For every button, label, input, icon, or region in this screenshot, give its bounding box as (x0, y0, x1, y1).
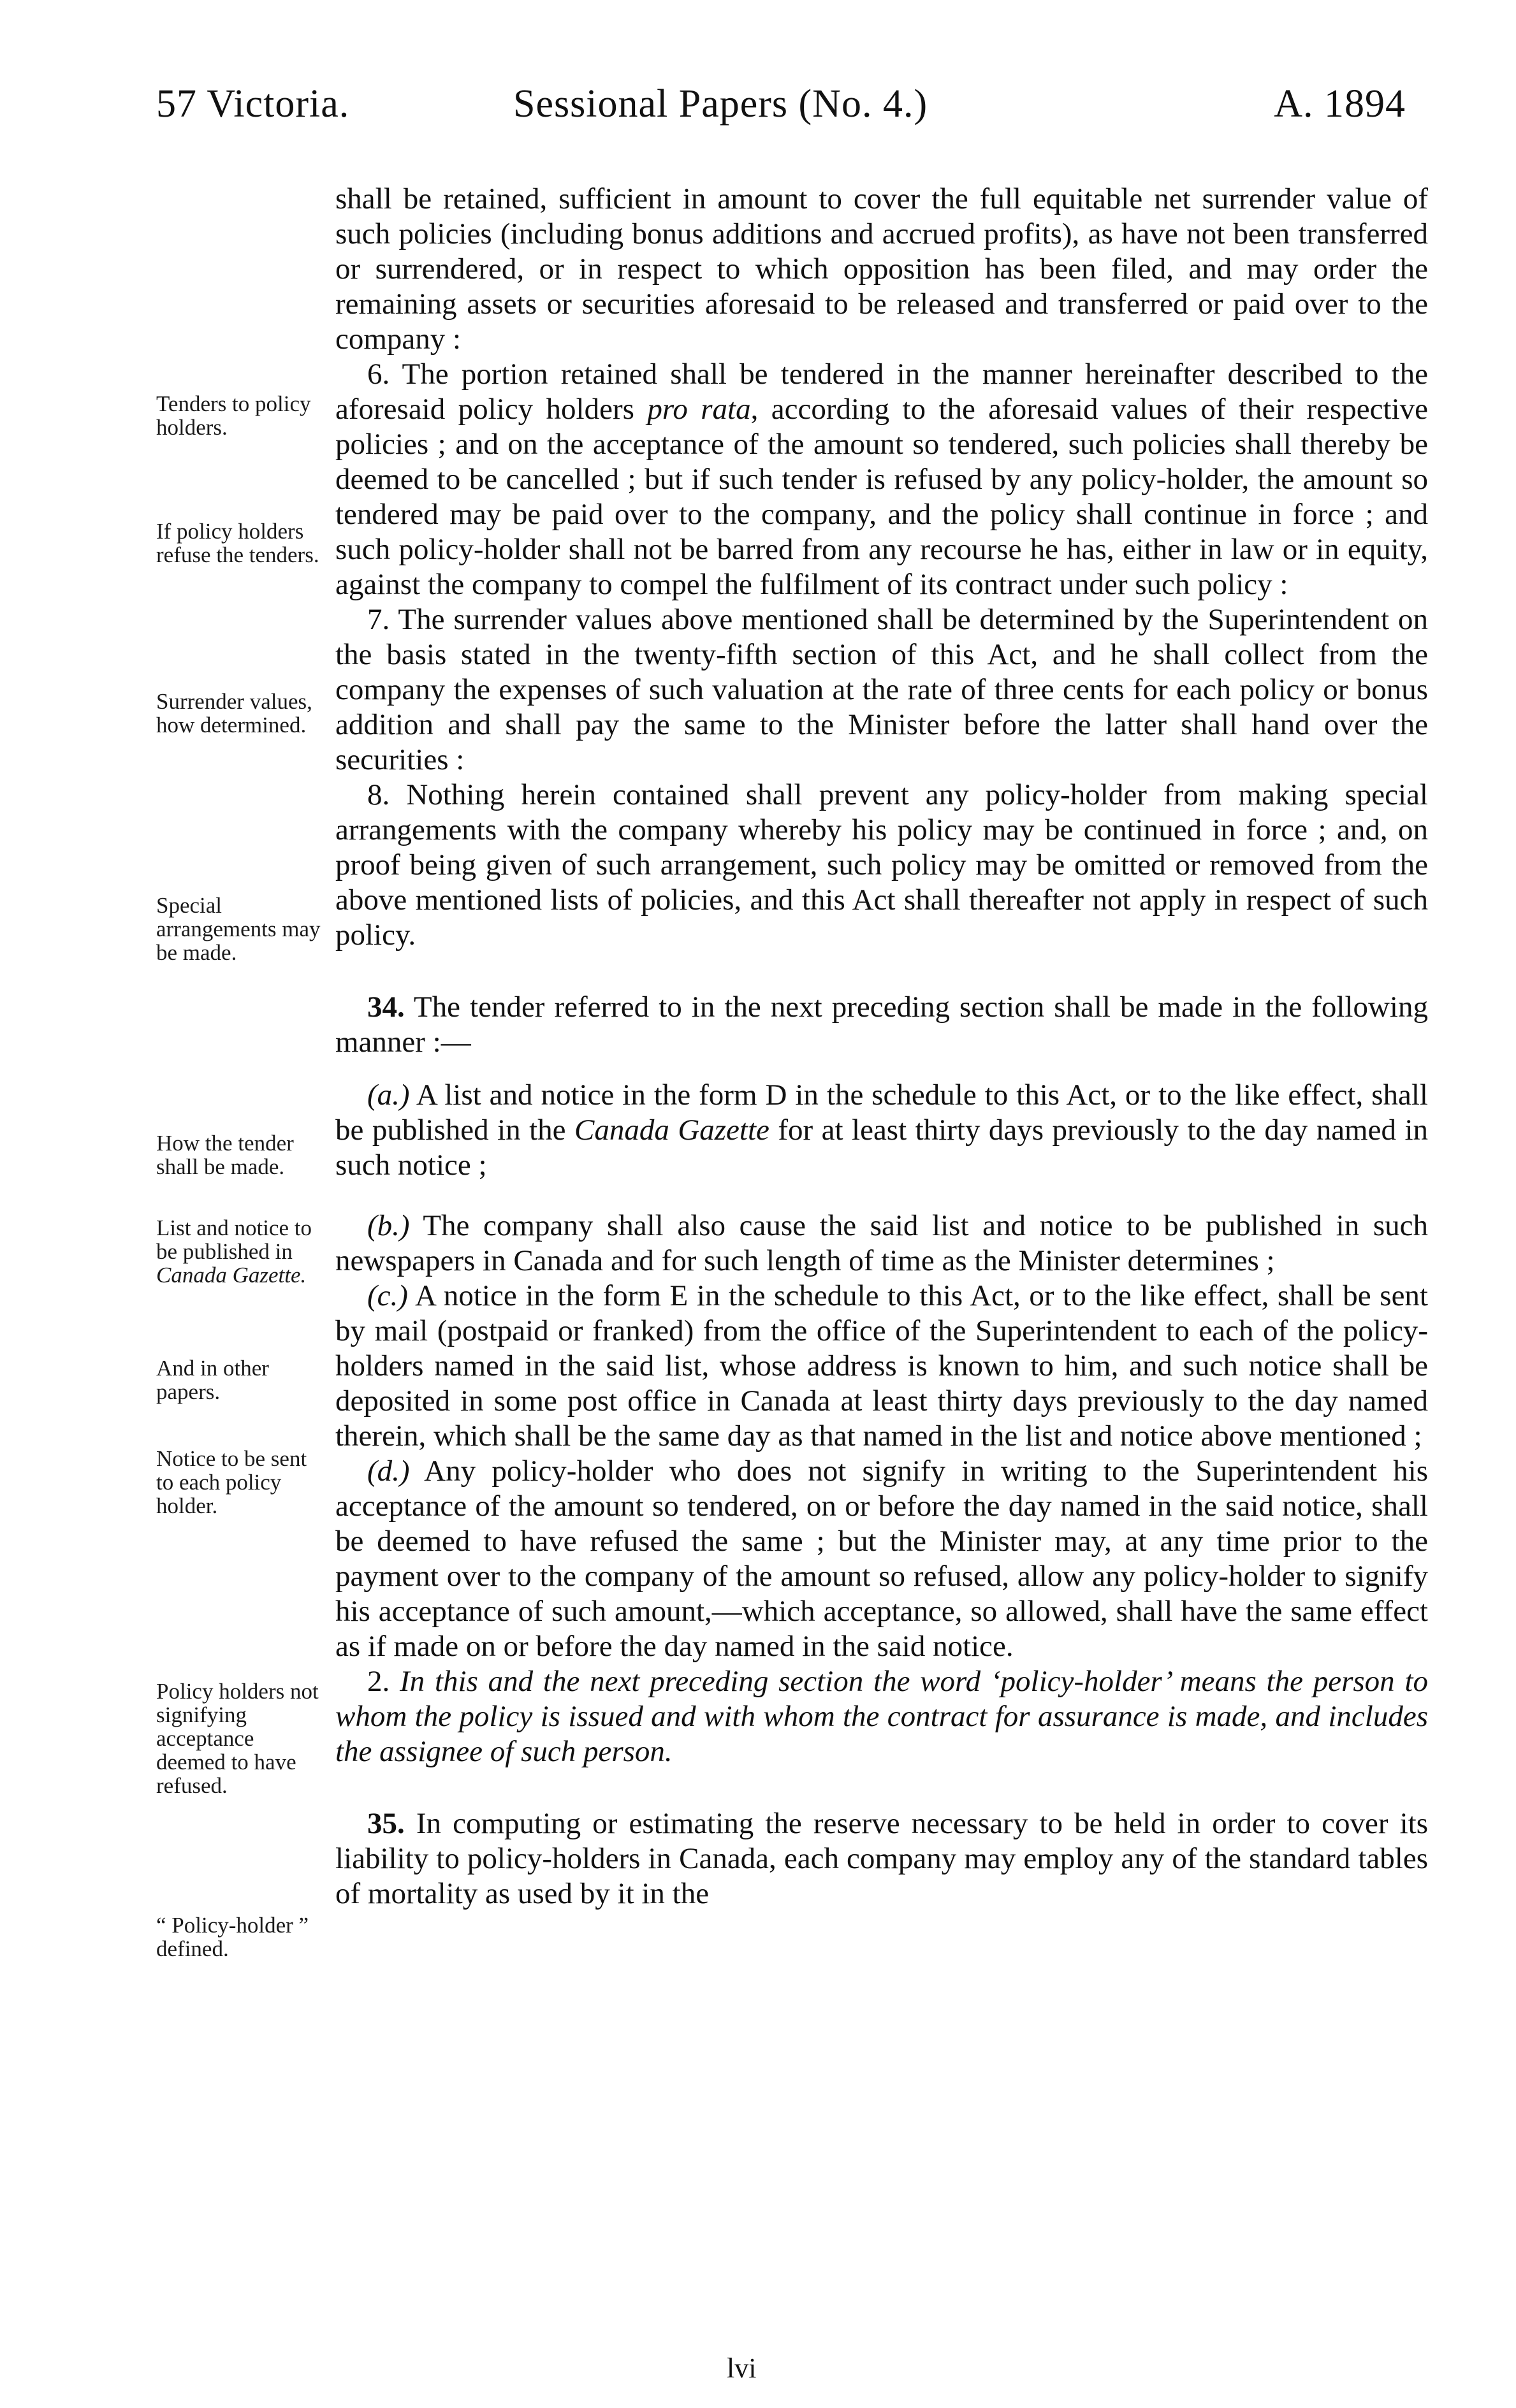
subsection-2-text: In this and the next preceding section the word ‘policy-holder’ means the person to whom the policy is issued and with whom the contract for assurance is made, and includes the assignee of such person. (335, 1665, 1429, 1768)
section-35-text: In computing or estimating the reserve necessary to be held in order to cover its liability to policy-holders in Canada, each company may employ any of the standard tables of mortality as used by it in the (335, 1807, 1428, 1910)
margin-note-list-notice-text: List and notice to be published in (156, 1215, 312, 1264)
page-folio: lvi (727, 2353, 757, 2384)
margin-note-tenders: Tenders to policy holders. (156, 391, 311, 440)
margin-note-other-papers: And in other papers. (156, 1356, 269, 1404)
clause-b-text: The company shall also cause the said list and notice to be published in such newspapers in Canada and for such length of time as the Minister determines ; (335, 1209, 1428, 1277)
section-34 (335, 990, 1428, 1060)
margin-note-list-notice (156, 1216, 328, 1287)
margin-note-special: Special arrangements may be made. (156, 893, 321, 965)
clause-c-label: (c.) (367, 1279, 408, 1312)
margin-note-gazette: Canada Gazette. (156, 1263, 307, 1287)
header-title: Sessional Papers (No. 4.) (513, 82, 928, 126)
paragraph-6-part-2: , according to the aforesaid values of their respective policies ; and on the acceptance of the amount so tendered, such policies shall thereby be deemed to be cancelled ; but if such tender is refused by any policy-holder, the amount so tendered may be paid over to the company, and the policy shall continue in force ; and such policy-holder shall not be barred from any recourse he has, either in law or in equity, against the company to compel the fulfilment of its contract under such policy : (335, 393, 1429, 601)
section-35 (335, 1806, 1428, 1911)
clause-a (335, 1078, 1428, 1183)
section-34-text: The tender referred to in the next preceding section shall be made in the following manner :— (335, 990, 1428, 1059)
subsection-2 (335, 1664, 1428, 1769)
margin-note-refuse: If policy holders refuse the tenders. (156, 519, 319, 567)
paragraph-6-pro-rata: pro rata (647, 393, 751, 426)
paragraph-7: 7. The surrender values above mentioned shall be determined by the Superintendent on the basis stated in the twenty-fifth section of this Act, and he shall collect from the company the expenses of such valuation at the rate of three cents for each policy or bonus addition and shall pay the same to the Minister before the latter shall hand over the securities : (335, 603, 1428, 776)
clause-a-text-2: for at least thirty days previously to the day named in such notice ; (335, 1113, 1429, 1182)
clause-a-label: (a.) (367, 1078, 410, 1112)
page-header (156, 82, 1406, 139)
clause-d-text: Any policy-holder who does not signify in writing to the Superintendent his acceptance of the amount so tendered, on or before the day named in the said notice, shall be deemed to have refused the same ; but the Minister may, at any time prior to the payment over to the company of the amount so refused, allow any policy-holder to signify his acceptance of such amount,—which acceptance, so allowed, shall have the same effect as if made on or before the day named in the said notice. (335, 1454, 1428, 1663)
section-34-number: 34. (367, 990, 405, 1024)
paragraph-8: 8. Nothing herein contained shall prevent any policy-holder from making special arrangements with the company whereby his policy may be continued in force ; and, on proof being given of such arrangement, such policy may be omitted or removed from the above mentioned lists of policies, and this Act shall thereafter not apply in respect of such policy. (335, 778, 1428, 952)
margin-note-notice-each: Notice to be sent to each policy holder. (156, 1446, 307, 1518)
margin-note-defined: “ Policy-holder ” defined. (156, 1913, 309, 1961)
paragraph-6-part-1: 6. The portion retained shall be tendered in the manner hereinafter described to the aforesaid policy holders (335, 358, 1428, 426)
clause-a-gazette: Canada Gazette (574, 1113, 769, 1147)
section-35-number: 35. (367, 1807, 405, 1840)
clause-d-label: (d.) (367, 1454, 410, 1488)
clause-b (335, 1208, 1428, 1279)
header-year: A. 1894 (1274, 82, 1406, 126)
clause-b-label: (b.) (367, 1209, 410, 1242)
clause-c (335, 1279, 1428, 1454)
clause-a-text-1: A list and notice in the form D in the schedule to this Act, or to the like effect, shall be published in the (335, 1078, 1428, 1147)
margin-note-how-tender: How the tender shall be made. (156, 1131, 294, 1179)
margin-note-surrender: Surrender values, how determined. (156, 689, 312, 737)
subsection-2-number: 2. (367, 1665, 400, 1698)
body-text (335, 182, 1428, 1911)
clause-d (335, 1454, 1428, 1664)
header-session: 57 Victoria. (156, 82, 350, 126)
margin-note-not-signifying: Policy holders not signifying acceptance deemed to have refused. (156, 1679, 319, 1798)
paragraph-continuation: shall be retained, sufficient in amount to cover the full equitable net surrender value of such policies (including bonus additions and accrued profits), as have not been transferred or surrendered, or in respect to which opposition has been filed, and may order the remaining assets or securities aforesaid to be released and transferred or paid over to the company : (335, 182, 1428, 356)
paragraph-6 (335, 357, 1428, 602)
clause-c-text: A notice in the form E in the schedule to this Act, or to the like effect, shall be sent by mail (postpaid or franked) from the office of the Superintendent to each of the policy-holders named in the said list, whose address is known to him, and such notice shall be deposited in some post office in Canada at least thirty days previously to the day named therein, which shall be the same day as that named in the list and notice above mentioned ; (335, 1279, 1428, 1453)
